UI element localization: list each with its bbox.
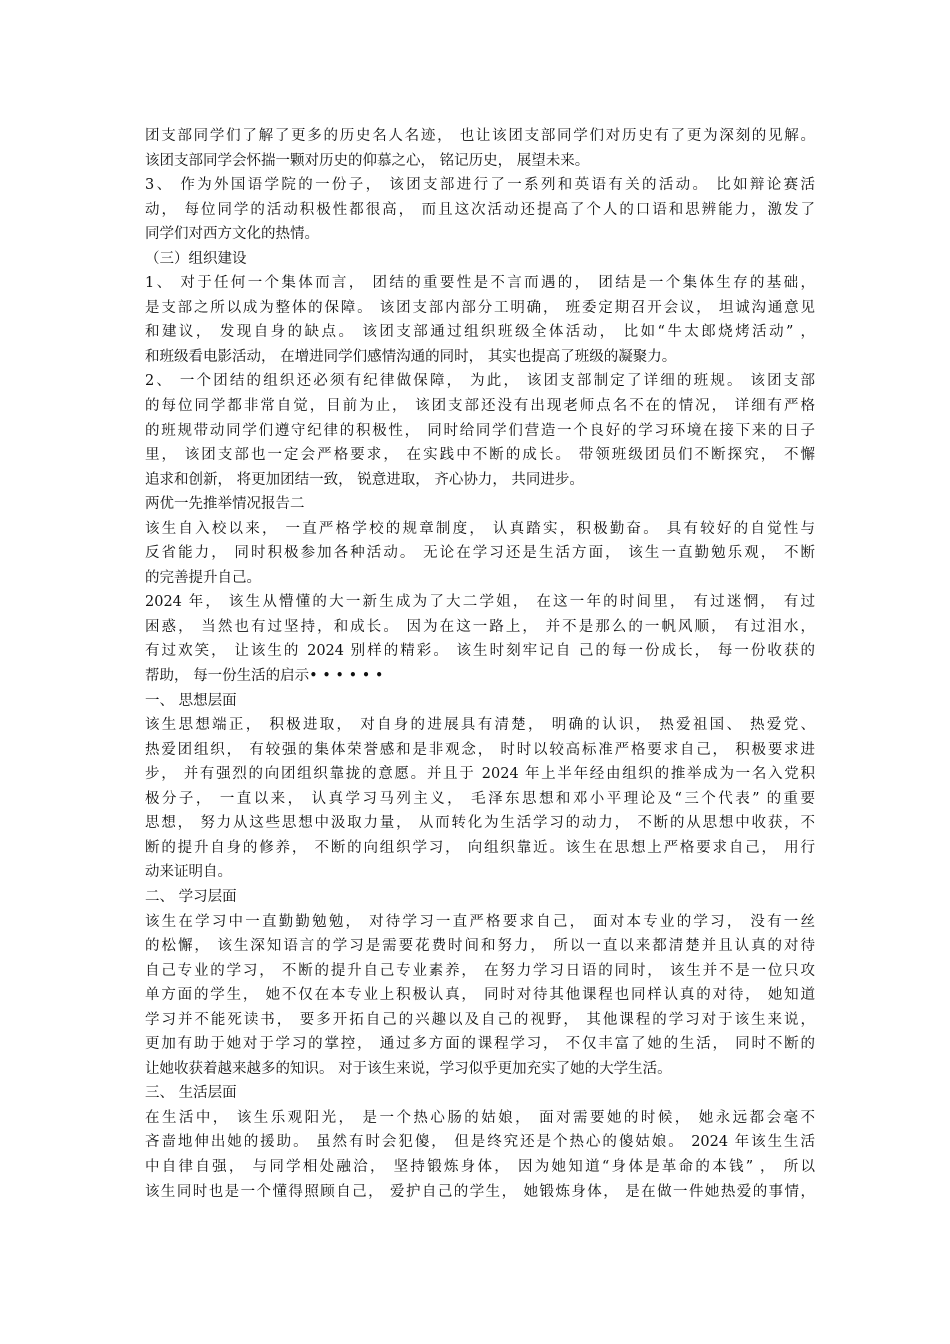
text-line: 吝啬地伸出她的援助。 虽然有时会犯傻， 但是终究还是个热心的傻姑娘。 2024 年该生生活 (145, 1134, 815, 1151)
text-line: 1、 对于任何一个集体而言， 团结的重要性是不言而遇的， 团结是一个集体生存的基础， (145, 275, 815, 292)
text-line: 和班级看电影活动， 在增进同学们感情沟通的同时， 其实也提高了班级的凝聚力。 (145, 348, 677, 365)
text-line: 极分子， 一直以来， 认真学习马列主义， 毛泽东思想和邓小平理论及“三个代表” 的重要 (145, 790, 815, 807)
text-line: 的完善提升自己。 (145, 569, 261, 586)
section-heading: 三、 生活层面 (145, 1085, 237, 1102)
text-line: 有过欢笑， 让该生的 2024 别样的精彩。 该生时刻牢记自 己的每一份成长， 每一份收获的 (145, 643, 815, 660)
document-page (145, 124, 815, 1204)
text-line: 的每位同学都非常自觉，目前为止， 该团支部还没有出现老师点名不在的情况， 详细有严格 (145, 398, 815, 415)
text-line: 反省能力， 同时积极参加各种活动。 无论在学习还是生活方面， 该生一直勤勉乐观， 不断 (145, 545, 815, 562)
text-line: 学习并不能死读书， 要多开拓自己的兴趣以及自己的视野， 其他课程的学习对于该生来说， (145, 1011, 815, 1028)
text-line: 帮助， 每一份生活的启示• • • • • • (145, 668, 384, 685)
text-line: 该生自入校以来， 一直严格学校的规章制度， 认真踏实，积极勤奋。 具有较好的自觉性与 (145, 520, 815, 537)
section-heading: 一、 思想层面 (145, 692, 237, 709)
text-line: 是支部之所以成为整体的保障。 该团支部内部分工明确， 班委定期召开会议， 坦诚沟通意见 (145, 299, 815, 316)
text-line: 该生在学习中一直勤勤勉勉， 对待学习一直严格要求自己， 面对本专业的学习， 没有一丝 (145, 913, 815, 930)
text-line: 自己专业的学习， 不断的提升自己专业素养， 在努力学习日语的同时， 该生并不是一位只攻 (145, 962, 815, 979)
text-line: 该生同时也是一个懂得照顾自己， 爱护自己的学生， 她锻炼身体， 是在做一件她热爱的事情， (145, 1183, 815, 1200)
text-line: 动， 每位同学的活动积极性都很高， 而且这次活动还提高了个人的口语和思辨能力，激发了 (145, 201, 815, 218)
text-line: 更加有助于她对于学习的掌控， 通过多方面的课程学习， 不仅丰富了她的生活， 同时不断的 (145, 1036, 815, 1053)
text-line: 中自律自强， 与同学相处融洽， 坚持锻炼身体， 因为她知道“身体是革命的本钱” ， 所以 (145, 1158, 815, 1175)
text-line: 2024 年， 该生从懵懂的大一新生成为了大二学姐， 在这一年的时间里， 有过迷惘， 有过 (145, 594, 815, 611)
text-line: 和建议， 发现自身的缺点。 该团支部通过组织班级全体活动， 比如“牛太郎烧烤活动” ， (145, 324, 815, 341)
text-line: 单方面的学生， 她不仅在本专业上积极认真， 同时对待其他课程也同样认真的对待， 她知道 (145, 987, 815, 1004)
section-heading: 二、 学习层面 (145, 888, 237, 905)
text-line: 困惑， 当然也有过坚持，和成长。 因为在这一路上， 并不是那么的一帆风顺， 有过泪水， (145, 618, 815, 635)
text-line: 同学们对西方文化的热情。 (145, 226, 319, 243)
text-line: 团支部同学们了解了更多的历史名人名迹， 也让该团支部同学们对历史有了更为深刻的见解。 (145, 128, 815, 144)
text-line: 该团支部同学会怀揣一颗对历史的仰慕之心， 铭记历史， 展望未来。 (145, 152, 590, 169)
text-line: 让她收获着越来越多的知识。 对于该生来说，学习似乎更加充实了她的大学生活。 (145, 1060, 672, 1077)
text-line: 该生思想端正， 积极进取， 对自身的进展具有清楚， 明确的认识， 热爱祖国、 热爱党、 (145, 717, 815, 734)
text-line: 步， 并有强烈的向团组织靠拢的意愿。并且于 2024 年上半年经由组织的推举成为一名入党积 (145, 766, 815, 783)
text-line: 动来证明自。 (145, 864, 232, 881)
report-title: 两优一先推举情况报告二 (145, 496, 305, 513)
section-heading: （三）组织建设 (145, 250, 247, 267)
text-line: 里， 该团支部也一定会严格要求， 在实践中不断的成长。 带领班级团员们不断探究， 不懈 (145, 447, 815, 464)
text-line: 的班规带动同学们遵守纪律的积极性， 同时给同学们营造一个良好的学习环境在接下来的日子 (145, 422, 815, 439)
text-line: 追求和创新， 将更加团结一致， 锐意进取， 齐心协力， 共同进步。 (145, 471, 584, 488)
text-line: 热爱团组织， 有较强的集体荣誉感和是非观念， 时时以较高标准严格要求自己， 积极要求进 (145, 741, 815, 758)
text-line: 的松懈， 该生深知语言的学习是需要花费时间和努力， 所以一直以来都清楚并且认真的对待 (145, 938, 815, 955)
text-line: 2、 一个团结的组织还必须有纪律做保障， 为此， 该团支部制定了详细的班规。 该团支部 (145, 373, 815, 390)
text-line: 在生活中， 该生乐观阳光， 是一个热心肠的姑娘， 面对需要她的时候， 她永远都会毫不 (145, 1109, 815, 1126)
text-line: 3、 作为外国语学院的一份子， 该团支部进行了一系列和英语有关的活动。 比如辩论赛活 (145, 177, 815, 194)
text-line: 思想， 努力从这些思想中汲取力量， 从而转化为生活学习的动力， 不断的从思想中收获，不 (145, 815, 815, 832)
text-line: 断的提升自身的修养， 不断的向组织学习， 向组织靠近。该生在思想上严格要求自己， 用行 (145, 839, 815, 856)
